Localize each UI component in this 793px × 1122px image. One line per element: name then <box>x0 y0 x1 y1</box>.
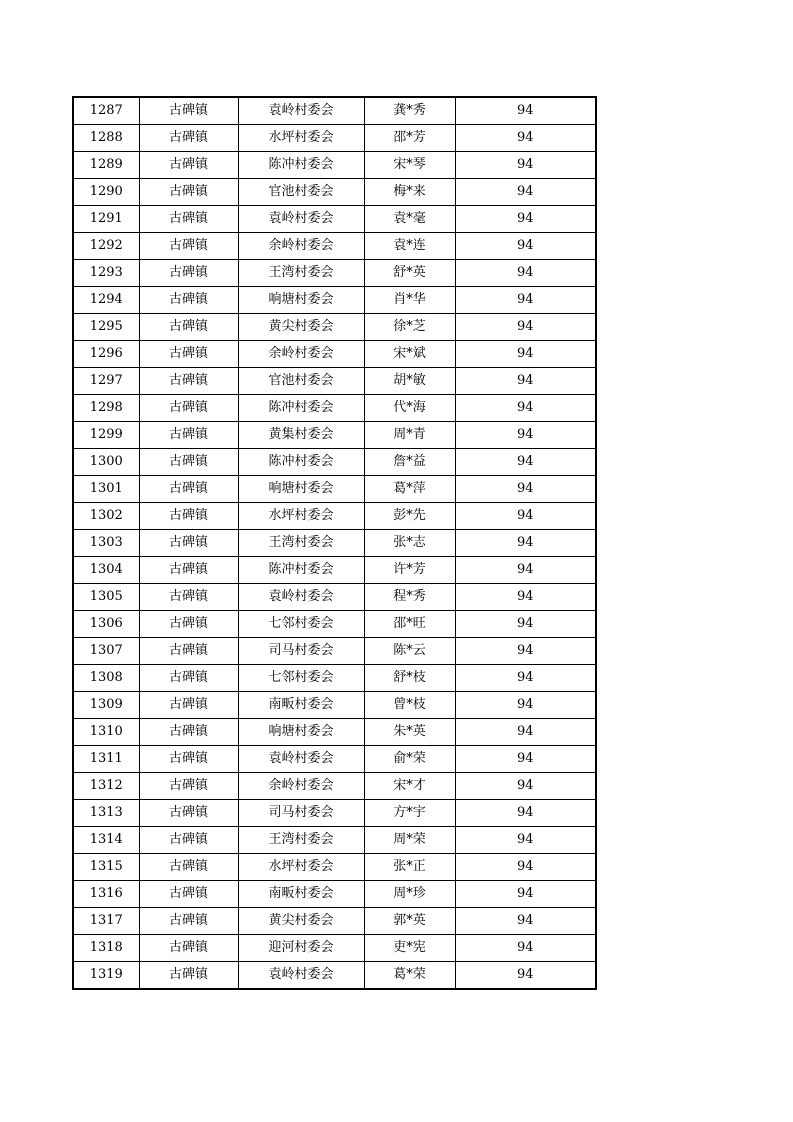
town-cell: 古碑镇 <box>139 773 238 800</box>
score-cell: 94 <box>455 287 596 314</box>
score-cell: 94 <box>455 638 596 665</box>
score-cell: 94 <box>455 152 596 179</box>
town-cell: 古碑镇 <box>139 935 238 962</box>
row-number-cell: 1298 <box>73 395 139 422</box>
village-committee-cell: 余岭村委会 <box>238 773 364 800</box>
score-cell: 94 <box>455 827 596 854</box>
table-row <box>73 719 596 746</box>
village-committee-cell: 迎河村委会 <box>238 935 364 962</box>
row-number-cell: 1294 <box>73 287 139 314</box>
table-row <box>73 854 596 881</box>
row-number-cell: 1303 <box>73 530 139 557</box>
table-row <box>73 935 596 962</box>
table-row <box>73 395 596 422</box>
town-cell: 古碑镇 <box>139 962 238 990</box>
village-committee-cell: 黄尖村委会 <box>238 908 364 935</box>
person-name-cell: 舒*英 <box>364 260 455 287</box>
row-number-cell: 1304 <box>73 557 139 584</box>
person-name-cell: 邵*芳 <box>364 125 455 152</box>
person-name-cell: 徐*芝 <box>364 314 455 341</box>
village-committee-cell: 袁岭村委会 <box>238 97 364 125</box>
town-cell: 古碑镇 <box>139 638 238 665</box>
score-cell: 94 <box>455 962 596 990</box>
person-name-cell: 宋*琴 <box>364 152 455 179</box>
village-committee-cell: 响塘村委会 <box>238 287 364 314</box>
town-cell: 古碑镇 <box>139 665 238 692</box>
town-cell: 古碑镇 <box>139 476 238 503</box>
town-cell: 古碑镇 <box>139 854 238 881</box>
village-committee-cell: 响塘村委会 <box>238 476 364 503</box>
row-number-cell: 1301 <box>73 476 139 503</box>
table-row <box>73 422 596 449</box>
table-row <box>73 557 596 584</box>
row-number-cell: 1292 <box>73 233 139 260</box>
person-name-cell: 袁*连 <box>364 233 455 260</box>
town-cell: 古碑镇 <box>139 530 238 557</box>
table-row <box>73 206 596 233</box>
town-cell: 古碑镇 <box>139 395 238 422</box>
person-name-cell: 宋*斌 <box>364 341 455 368</box>
village-committee-cell: 王湾村委会 <box>238 827 364 854</box>
row-number-cell: 1299 <box>73 422 139 449</box>
person-name-cell: 舒*枝 <box>364 665 455 692</box>
row-number-cell: 1309 <box>73 692 139 719</box>
score-cell: 94 <box>455 881 596 908</box>
town-cell: 古碑镇 <box>139 233 238 260</box>
person-name-cell: 彭*先 <box>364 503 455 530</box>
table-row <box>73 773 596 800</box>
person-name-cell: 宋*才 <box>364 773 455 800</box>
score-cell: 94 <box>455 260 596 287</box>
score-cell: 94 <box>455 557 596 584</box>
village-committee-cell: 陈冲村委会 <box>238 557 364 584</box>
town-cell: 古碑镇 <box>139 206 238 233</box>
row-number-cell: 1305 <box>73 584 139 611</box>
score-cell: 94 <box>455 854 596 881</box>
row-number-cell: 1287 <box>73 97 139 125</box>
score-cell: 94 <box>455 314 596 341</box>
village-committee-cell: 王湾村委会 <box>238 260 364 287</box>
village-committee-cell: 司马村委会 <box>238 638 364 665</box>
table-row <box>73 827 596 854</box>
person-name-cell: 龚*秀 <box>364 97 455 125</box>
score-cell: 94 <box>455 422 596 449</box>
row-number-cell: 1317 <box>73 908 139 935</box>
score-cell: 94 <box>455 476 596 503</box>
town-cell: 古碑镇 <box>139 881 238 908</box>
town-cell: 古碑镇 <box>139 97 238 125</box>
score-cell: 94 <box>455 611 596 638</box>
village-committee-cell: 余岭村委会 <box>238 341 364 368</box>
table-row <box>73 800 596 827</box>
score-cell: 94 <box>455 800 596 827</box>
table-row <box>73 503 596 530</box>
village-committee-cell: 水坪村委会 <box>238 854 364 881</box>
town-cell: 古碑镇 <box>139 314 238 341</box>
row-number-cell: 1312 <box>73 773 139 800</box>
row-number-cell: 1307 <box>73 638 139 665</box>
row-number-cell: 1291 <box>73 206 139 233</box>
village-committee-cell: 水坪村委会 <box>238 125 364 152</box>
table-row <box>73 260 596 287</box>
row-number-cell: 1315 <box>73 854 139 881</box>
row-number-cell: 1288 <box>73 125 139 152</box>
score-cell: 94 <box>455 935 596 962</box>
person-name-cell: 袁*毫 <box>364 206 455 233</box>
row-number-cell: 1306 <box>73 611 139 638</box>
person-name-cell: 肖*华 <box>364 287 455 314</box>
town-cell: 古碑镇 <box>139 341 238 368</box>
row-number-cell: 1316 <box>73 881 139 908</box>
table-row <box>73 746 596 773</box>
village-committee-cell: 水坪村委会 <box>238 503 364 530</box>
town-cell: 古碑镇 <box>139 152 238 179</box>
table-row <box>73 962 596 990</box>
person-name-cell: 张*志 <box>364 530 455 557</box>
row-number-cell: 1290 <box>73 179 139 206</box>
person-name-cell: 方*宇 <box>364 800 455 827</box>
table-row <box>73 368 596 395</box>
table-row <box>73 584 596 611</box>
score-cell: 94 <box>455 449 596 476</box>
person-name-cell: 邵*旺 <box>364 611 455 638</box>
score-cell: 94 <box>455 665 596 692</box>
town-cell: 古碑镇 <box>139 125 238 152</box>
town-cell: 古碑镇 <box>139 287 238 314</box>
score-cell: 94 <box>455 773 596 800</box>
town-cell: 古碑镇 <box>139 557 238 584</box>
score-cell: 94 <box>455 125 596 152</box>
table-row <box>73 611 596 638</box>
table-row <box>73 314 596 341</box>
score-cell: 94 <box>455 395 596 422</box>
score-cell: 94 <box>455 233 596 260</box>
row-number-cell: 1302 <box>73 503 139 530</box>
score-cell: 94 <box>455 584 596 611</box>
row-number-cell: 1311 <box>73 746 139 773</box>
table-row <box>73 530 596 557</box>
village-committee-cell: 陈冲村委会 <box>238 152 364 179</box>
village-committee-cell: 官池村委会 <box>238 368 364 395</box>
village-committee-cell: 王湾村委会 <box>238 530 364 557</box>
table-row <box>73 341 596 368</box>
person-name-cell: 周*荣 <box>364 827 455 854</box>
table-row <box>73 638 596 665</box>
person-name-cell: 吏*宪 <box>364 935 455 962</box>
roster-table-body <box>73 97 596 989</box>
town-cell: 古碑镇 <box>139 584 238 611</box>
town-cell: 古碑镇 <box>139 800 238 827</box>
person-name-cell: 梅*来 <box>364 179 455 206</box>
village-committee-cell: 司马村委会 <box>238 800 364 827</box>
score-cell: 94 <box>455 206 596 233</box>
table-row <box>73 97 596 125</box>
score-cell: 94 <box>455 341 596 368</box>
village-committee-cell: 袁岭村委会 <box>238 206 364 233</box>
person-name-cell: 詹*益 <box>364 449 455 476</box>
person-name-cell: 许*芳 <box>364 557 455 584</box>
town-cell: 古碑镇 <box>139 908 238 935</box>
score-cell: 94 <box>455 908 596 935</box>
village-committee-cell: 袁岭村委会 <box>238 746 364 773</box>
town-cell: 古碑镇 <box>139 611 238 638</box>
person-name-cell: 俞*荣 <box>364 746 455 773</box>
village-committee-cell: 南畈村委会 <box>238 881 364 908</box>
village-committee-cell: 陈冲村委会 <box>238 395 364 422</box>
table-row <box>73 449 596 476</box>
village-committee-cell: 余岭村委会 <box>238 233 364 260</box>
row-number-cell: 1300 <box>73 449 139 476</box>
table-row <box>73 152 596 179</box>
row-number-cell: 1289 <box>73 152 139 179</box>
score-cell: 94 <box>455 97 596 125</box>
table-row <box>73 233 596 260</box>
village-committee-cell: 响塘村委会 <box>238 719 364 746</box>
person-name-cell: 郭*英 <box>364 908 455 935</box>
table-row <box>73 179 596 206</box>
row-number-cell: 1313 <box>73 800 139 827</box>
row-number-cell: 1297 <box>73 368 139 395</box>
row-number-cell: 1314 <box>73 827 139 854</box>
town-cell: 古碑镇 <box>139 719 238 746</box>
row-number-cell: 1319 <box>73 962 139 990</box>
town-cell: 古碑镇 <box>139 746 238 773</box>
score-cell: 94 <box>455 746 596 773</box>
score-cell: 94 <box>455 503 596 530</box>
town-cell: 古碑镇 <box>139 449 238 476</box>
table-row <box>73 881 596 908</box>
village-committee-cell: 七邻村委会 <box>238 665 364 692</box>
score-cell: 94 <box>455 719 596 746</box>
roster-table <box>72 96 597 990</box>
person-name-cell: 代*海 <box>364 395 455 422</box>
row-number-cell: 1318 <box>73 935 139 962</box>
town-cell: 古碑镇 <box>139 179 238 206</box>
table-row <box>73 125 596 152</box>
town-cell: 古碑镇 <box>139 368 238 395</box>
score-cell: 94 <box>455 179 596 206</box>
person-name-cell: 曾*枝 <box>364 692 455 719</box>
person-name-cell: 张*正 <box>364 854 455 881</box>
town-cell: 古碑镇 <box>139 827 238 854</box>
score-cell: 94 <box>455 368 596 395</box>
town-cell: 古碑镇 <box>139 692 238 719</box>
person-name-cell: 胡*敏 <box>364 368 455 395</box>
table-row <box>73 692 596 719</box>
village-committee-cell: 七邻村委会 <box>238 611 364 638</box>
score-cell: 94 <box>455 530 596 557</box>
village-committee-cell: 官池村委会 <box>238 179 364 206</box>
person-name-cell: 葛*荣 <box>364 962 455 990</box>
village-committee-cell: 袁岭村委会 <box>238 962 364 990</box>
village-committee-cell: 黄尖村委会 <box>238 314 364 341</box>
town-cell: 古碑镇 <box>139 422 238 449</box>
village-committee-cell: 南畈村委会 <box>238 692 364 719</box>
table-row <box>73 476 596 503</box>
village-committee-cell: 陈冲村委会 <box>238 449 364 476</box>
table-row <box>73 908 596 935</box>
row-number-cell: 1296 <box>73 341 139 368</box>
village-committee-cell: 袁岭村委会 <box>238 584 364 611</box>
village-committee-cell: 黄集村委会 <box>238 422 364 449</box>
person-name-cell: 周*珍 <box>364 881 455 908</box>
person-name-cell: 周*青 <box>364 422 455 449</box>
town-cell: 古碑镇 <box>139 260 238 287</box>
town-cell: 古碑镇 <box>139 503 238 530</box>
table-row <box>73 665 596 692</box>
row-number-cell: 1295 <box>73 314 139 341</box>
row-number-cell: 1308 <box>73 665 139 692</box>
person-name-cell: 朱*英 <box>364 719 455 746</box>
row-number-cell: 1310 <box>73 719 139 746</box>
score-cell: 94 <box>455 692 596 719</box>
person-name-cell: 陈*云 <box>364 638 455 665</box>
table-row <box>73 287 596 314</box>
row-number-cell: 1293 <box>73 260 139 287</box>
person-name-cell: 葛*萍 <box>364 476 455 503</box>
person-name-cell: 程*秀 <box>364 584 455 611</box>
